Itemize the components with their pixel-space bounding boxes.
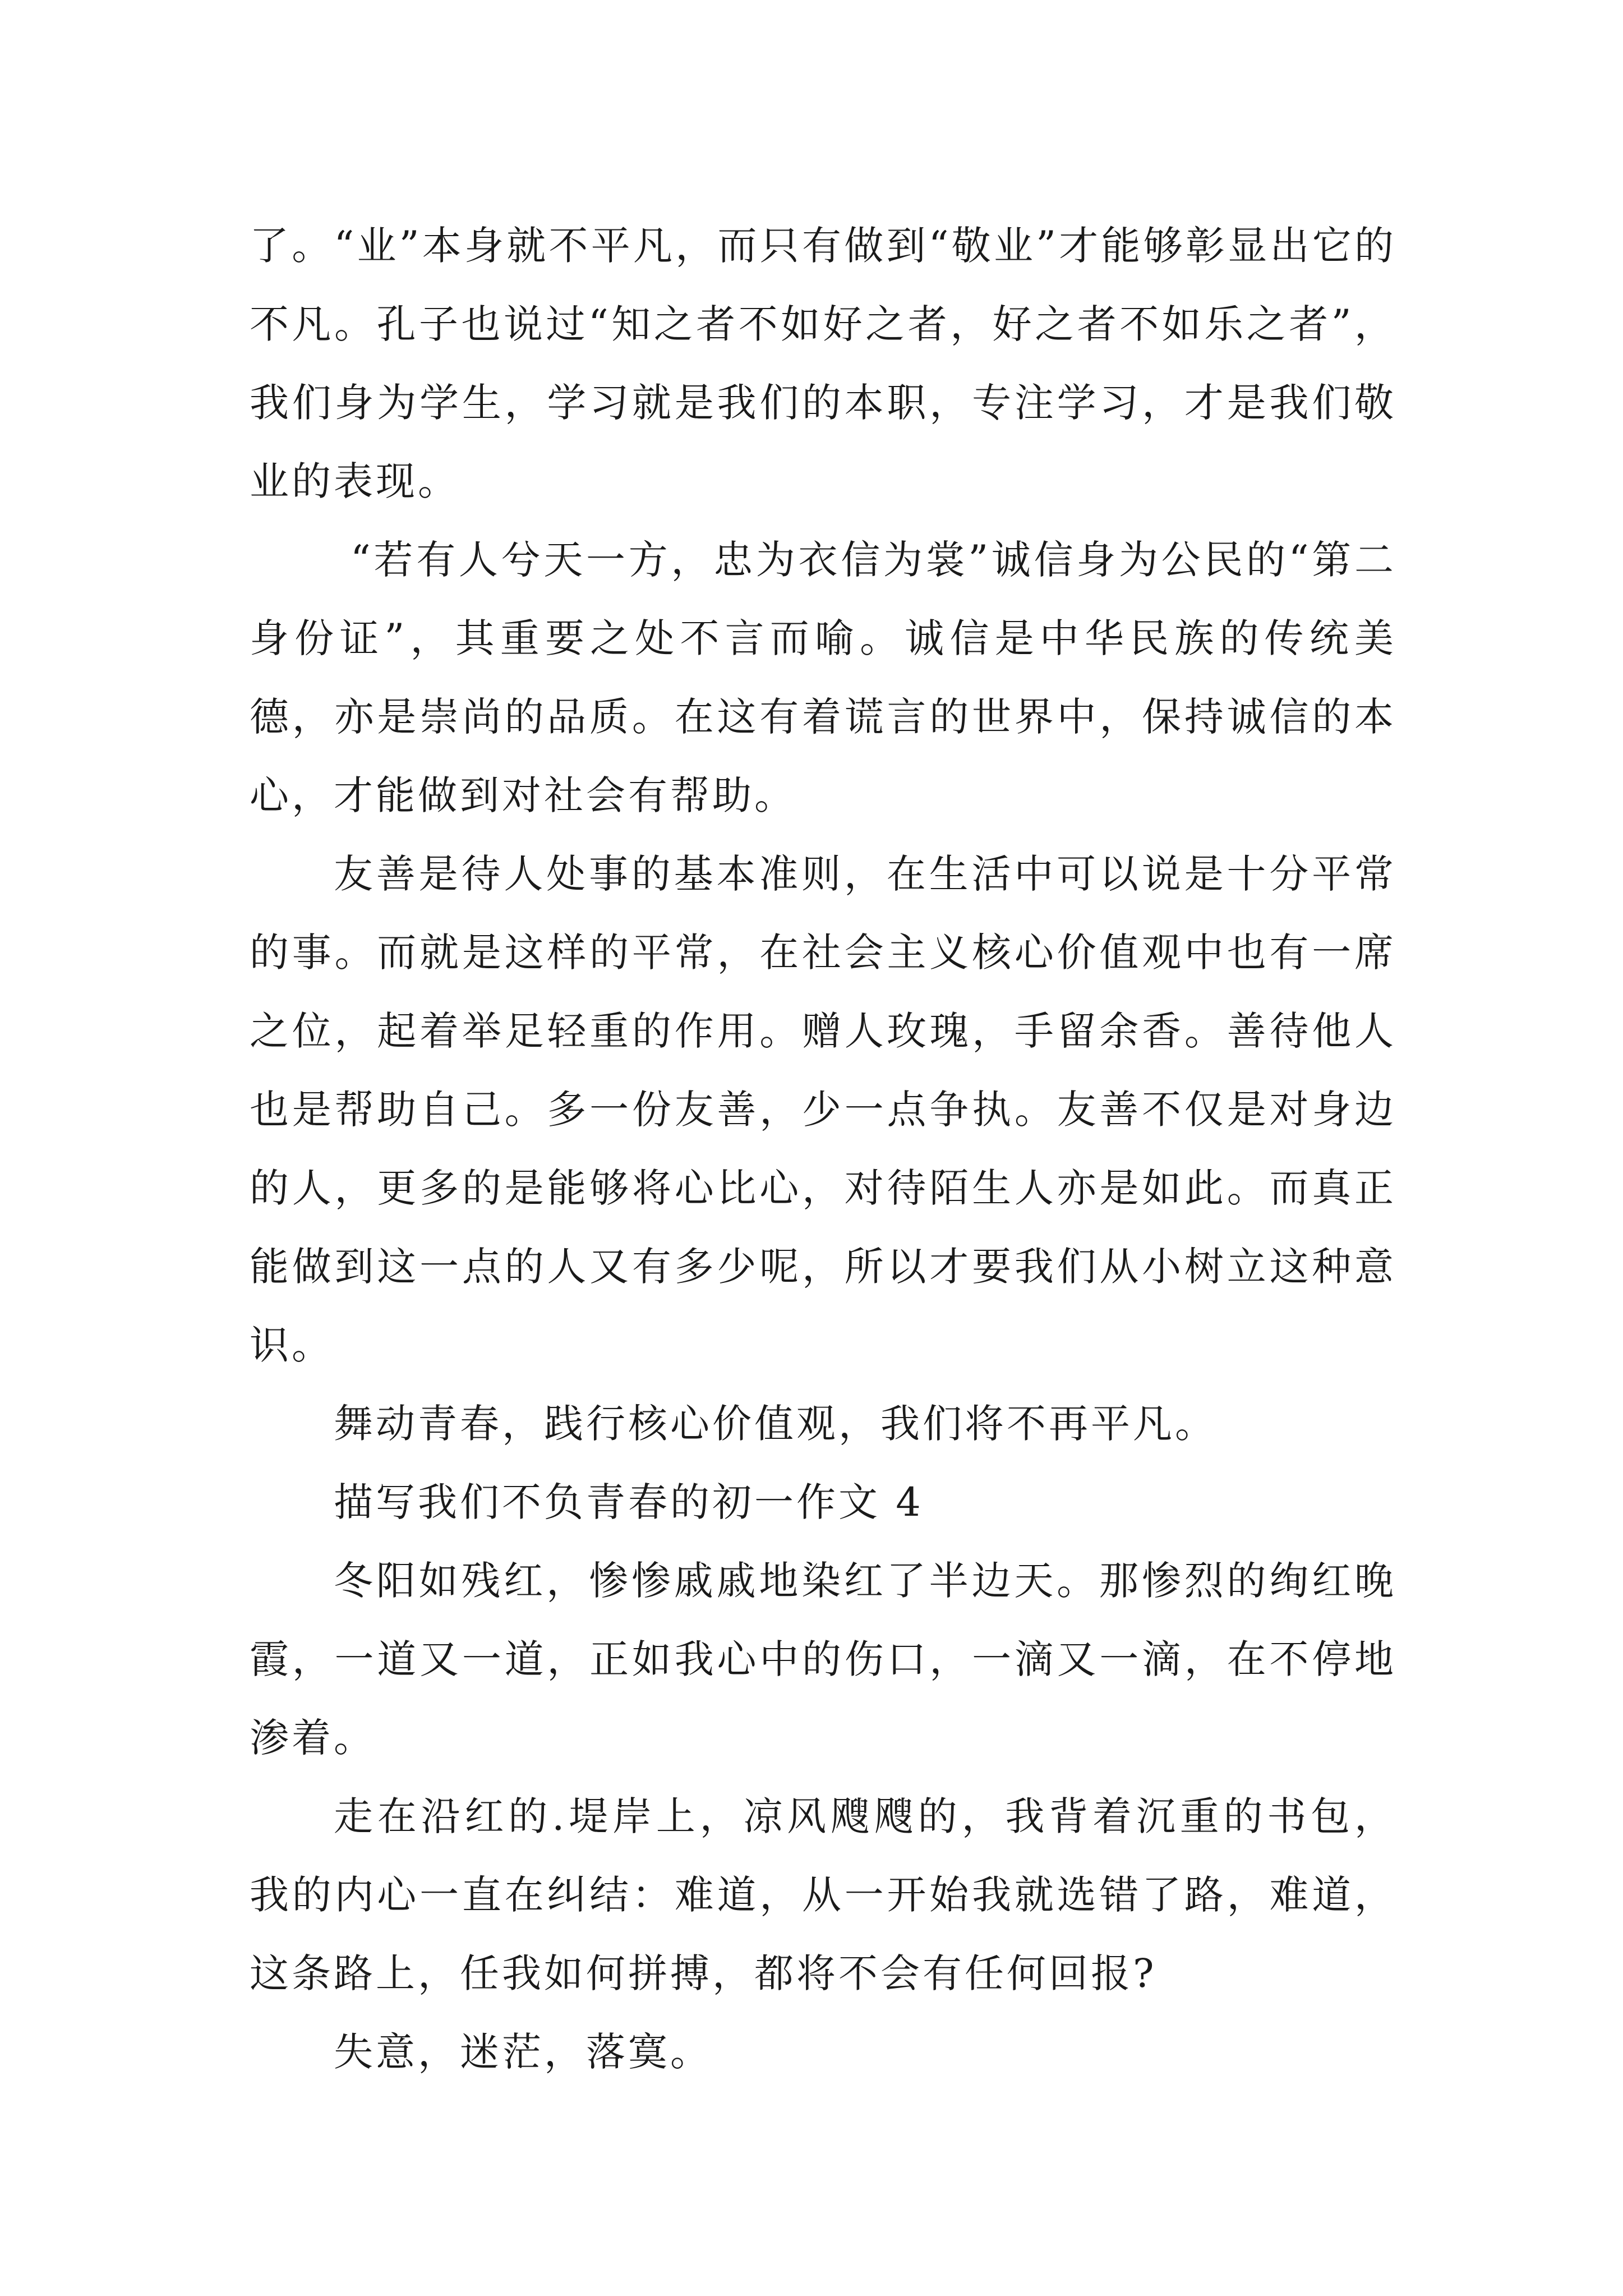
document-body (250, 206, 1396, 2091)
paragraph-integrity: “若有人兮天一方，忠为衣信为裳”诚信身为公民的“第二身份证”，其重要之处不言而喻。诚信是中华民族的传统美德，亦是崇尚的品质。在这有着谎言的世界中，保持诚信的本心，才能做到对社会有帮助。 (250, 537, 1396, 818)
paragraph-continuation: 了。“业”本身就不平凡，而只有做到“敬业”才能够彰显出它的不凡。孔子也说过“知之者不如好之者，好之者不如乐之者”，我们身为学生，学习就是我们的本职，专注学习，才是我们敬业的表现。 (250, 223, 1396, 504)
essay-heading: 描写我们不负青春的初一作文 4 (334, 1479, 924, 1525)
paragraph-embankment: 走在沿红的.堤岸上，凉风飕飕的，我背着沉重的书包，我的内心一直在纠结：难道，从一开始我就选错了路，难道，这条路上，任我如何拼搏，都将不会有任何回报? (250, 1793, 1396, 1996)
paragraph-winter-sun: 冬阳如残红，惨惨戚戚地染红了半边天。那惨烈的绚红晚霞，一道又一道，正如我心中的伤口，一滴又一滴，在不停地渗着。 (250, 1558, 1396, 1761)
paragraph-feelings: 失意，迷茫，落寞。 (334, 2029, 712, 2075)
paragraph-conclusion: 舞动青春，践行核心价值观，我们将不再平凡。 (334, 1401, 1217, 1447)
paragraph-friendliness: 友善是待人处事的基本准则，在生活中可以说是十分平常的事。而就是这样的平常，在社会主义核心价值观中也有一席之位，起着举足轻重的作用。赠人玫瑰，手留余香。善待他人也是帮助自己。多一份友善，少一点争执。友善不仅是对身边的人，更多的是能够将心比心，对待陌生人亦是如此。而真正能做到这一点的人又有多少呢，所以才要我们从小树立这种意识。 (250, 851, 1396, 1368)
